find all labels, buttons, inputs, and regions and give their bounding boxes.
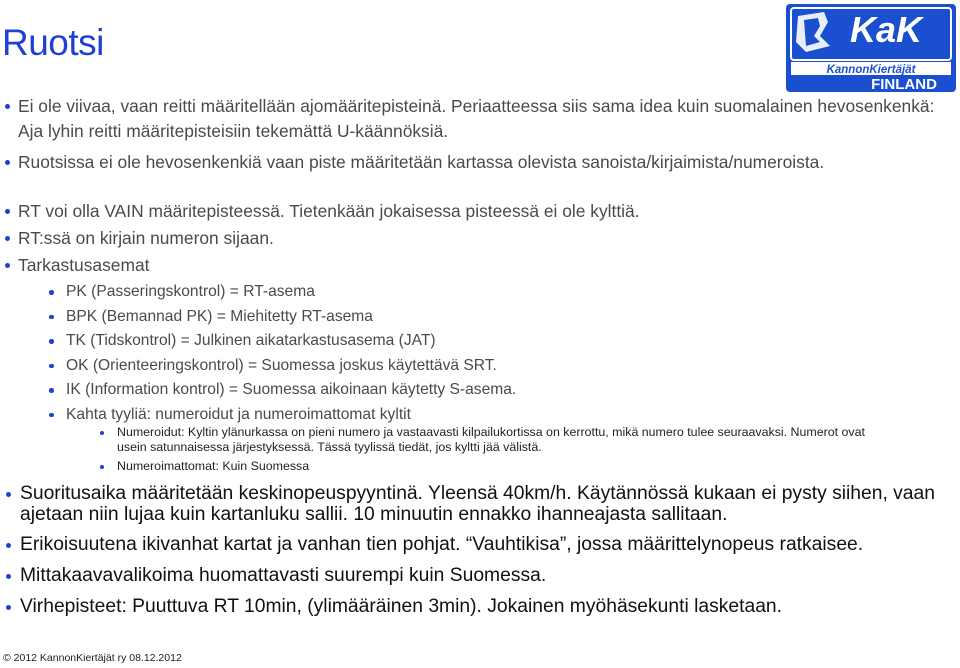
bullet-item: RT:ssä on kirjain numeron sijaan. (18, 226, 948, 251)
sub-bullet-item: IK (Information kontrol) = Suomessa aikoinaan käytetty S-asema. (66, 381, 926, 399)
bullet-list-level1 (18, 226, 948, 251)
bullet-list-level1 (18, 150, 948, 175)
svg-text:FINLAND: FINLAND (871, 76, 937, 93)
main-bullet-item: Mittakaavavalikoima huomattavasti suurempi kuin Suomessa. (20, 565, 950, 586)
main-bullet-item: Virhepisteet: Puuttuva RT 10min, (ylimääräinen 3min). Jokainen myöhäsekunti lasketaan. (20, 596, 950, 617)
bullet-item: Tarkastusasemat (18, 253, 948, 278)
slide-footer: © 2012 KannonKiertäjät ry 08.12.2012 (3, 652, 182, 664)
bullet-item: RT voi olla VAIN määritepisteessä. Tietenkään jokaisessa pisteessä ei ole kylttiä. (18, 199, 948, 224)
bullet-list-level1 (18, 253, 948, 278)
sub-sub-bullet-item: Numeroimattomat: Kuin Suomessa (117, 459, 877, 474)
kak-logo (784, 2, 958, 94)
bullet-list-level3 (117, 425, 877, 474)
sub-bullet-item: Kahta tyyliä: numeroidut ja numeroimattomat kyltit (66, 406, 926, 424)
bullet-list-level1 (18, 199, 948, 224)
svg-text:KaK: KaK (849, 9, 923, 50)
bullet-list-main (20, 483, 950, 617)
bullet-list-level1 (18, 94, 948, 143)
sub-bullet-item: TK (Tidskontrol) = Julkinen aikatarkastusasema (JAT) (66, 332, 926, 350)
bullet-item: Ruotsissa ei ole hevosenkenkiä vaan piste määritetään kartassa olevista sanoista/kirjaimista/numeroista. (18, 150, 948, 175)
bullet-item: Ei ole viivaa, vaan reitti määritellään ajomääritepisteinä. Periaatteessa siis sama idea kuin suomalainen hevosenkenkä: Aja lyhin reitti määritepisteisiin tekemättä U-käännöksiä. (18, 94, 948, 143)
main-bullet-item: Erikoisuutena ikivanhat kartat ja vanhan tien pohjat. “Vauhtikisa”, jossa määrittelynopeus ratkaisee. (20, 534, 950, 555)
sub-bullet-item: OK (Orienteeringskontrol) = Suomessa joskus käytettävä SRT. (66, 357, 926, 375)
sub-bullet-item: BPK (Bemannad PK) = Miehitetty RT-asema (66, 308, 926, 326)
main-bullet-item: Suoritusaika määritetään keskinopeuspyyntinä. Yleensä 40km/h. Käytännössä kukaan ei pysty siihen, vaan ajetaan niin lujaa kuin kartanluku sallii. 10 minuutin ennakko ihanneajasta sallitaan. (20, 483, 950, 525)
sub-bullet-item: PK (Passeringskontrol) = RT-asema (66, 283, 926, 301)
bullet-list-level2 (66, 283, 926, 424)
sub-sub-bullet-item: Numeroidut: Kyltin ylänurkassa on pieni numero ja vastaavasti kilpailukortissa on kerrottu, mikä numero tulee seuraavaksi. Numerot ovat usein satunnaisessa järjestyksessä. Tässä tyylissä tiedät, jos kyltti jää välistä. (117, 425, 877, 455)
svg-text:KannonKiertäjät: KannonKiertäjät (826, 64, 916, 76)
slide-title: Ruotsi (2, 22, 104, 63)
